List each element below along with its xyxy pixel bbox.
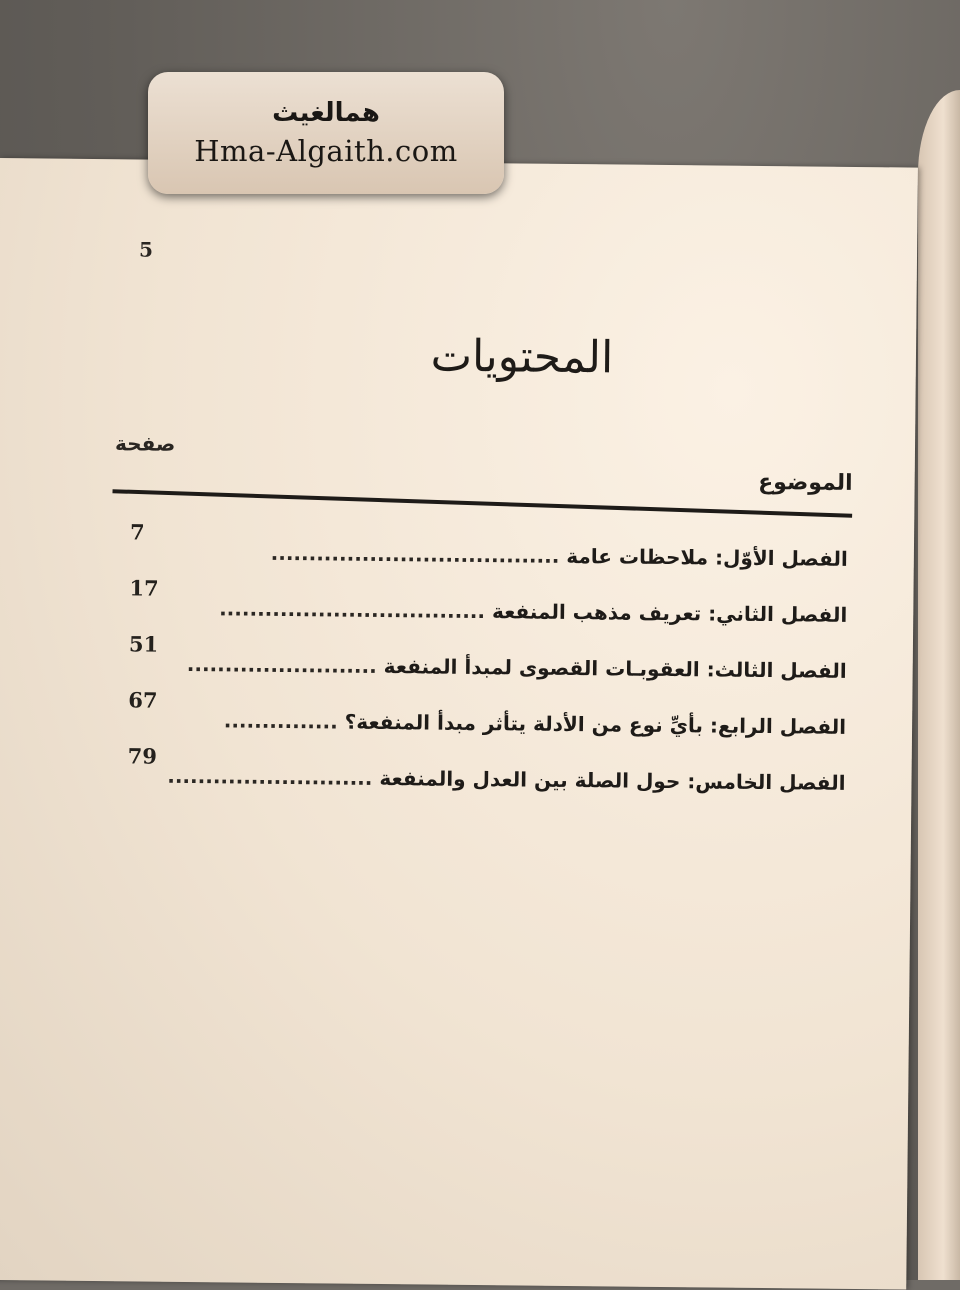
toc-line: [224, 708, 847, 739]
toc-leader-dots: ......................................: [270, 540, 560, 568]
toc-title: الفصل الخامس: حول الصلة بين العدل والمنفعة: [379, 766, 846, 795]
toc-title: الفصل الثالث: العقوبـات القصوى لمبدأ المنفعة: [383, 654, 847, 683]
page-title-text: المحتويات: [430, 330, 614, 384]
header-rule: [112, 489, 852, 518]
toc-page-number: 17: [129, 575, 159, 601]
toc-line: [219, 596, 847, 627]
toc-page-number: 79: [127, 743, 158, 769]
column-header-page: صفحة: [114, 431, 176, 456]
toc-entry: [116, 519, 857, 589]
toc-entry: [115, 575, 856, 645]
toc-title: الفصل الأوّل: ملاحظات عامة: [566, 543, 848, 571]
next-page-edge: [918, 90, 960, 1280]
toc-line: [167, 764, 845, 795]
toc-entry: [114, 631, 855, 701]
toc-leader-dots: ...................................: [219, 596, 486, 624]
toc-line: [271, 541, 848, 571]
watermark-arabic-text: همالغيث: [272, 98, 380, 128]
toc-page-number: 51: [128, 631, 159, 657]
toc-leader-dots: ...........................: [167, 763, 373, 790]
toc-entry: [114, 687, 855, 757]
page-number: 5: [138, 237, 154, 262]
watermark-badge: [148, 72, 504, 194]
page-title: [0, 326, 916, 387]
toc-page-number: 7: [129, 519, 145, 545]
table-of-contents: [113, 519, 856, 813]
column-header-subject: الموضوع: [758, 469, 853, 496]
toc-line: [187, 652, 847, 683]
toc-title: الفصل الثاني: تعريف مذهب المنفعة: [491, 599, 848, 627]
toc-leader-dots: ...............: [223, 708, 338, 734]
watermark-site-text: Hma-Algaith.com: [194, 134, 458, 168]
book-page: [0, 158, 918, 1290]
toc-title: الفصل الرابع: بأيِّ نوع من الأدلة يتأثر مبدأ المنفعة؟: [344, 709, 847, 739]
toc-entry: [113, 743, 854, 813]
toc-page-number: 67: [128, 687, 158, 713]
toc-leader-dots: .........................: [186, 651, 377, 678]
